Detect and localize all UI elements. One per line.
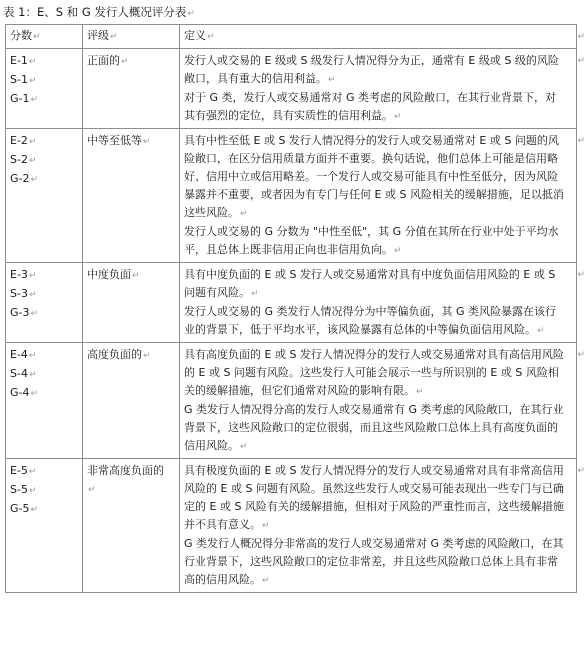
grade-label: 高度负面的 <box>87 348 142 361</box>
grade-label: 正面的 <box>87 54 120 67</box>
score-cell <box>6 49 83 129</box>
header-definition: 定义↵ ↵ <box>180 25 577 49</box>
definition-paragraph: 发行人或交易的 E 级或 S 级发行人情况得分为正，通常有 E 级或 S 级的风险敞口，具有重大的信用利益。↵ <box>184 54 559 85</box>
score-code: G-2↵ <box>10 172 39 185</box>
paragraph-mark-icon: ↵ <box>187 9 195 19</box>
score-cell <box>6 459 83 593</box>
definition-paragraph: 具有高度负面的 E 或 S 发行人情况得分的发行人或交易通常对具有高信用风险的 E 或 S 问题有风险。这些发行人可能会展示一些与所识别的 E 或 S 风险相关的缓解措施，但它们通常对风险的影响有限。↵ <box>184 348 564 397</box>
score-code: E-3↵ <box>10 268 37 281</box>
definition-paragraph: 具有中性至低 E 或 S 发行人情况得分的发行人或交易通常对 E 或 S 问题的风险敞口，在区分信用质量方面并不重要。换句话说，他们总体上可能是信用略好、信用中立或信用略差。一个发行人或交易可能具有中性至低分，因为风险暴露并不重要，或者因为有专门与任何 E 或 S 风险相关的缓解措施，足以抵消这些风险。↵ <box>184 134 564 219</box>
grade-label: 中等至低等 <box>87 134 142 147</box>
score-code: E-1↵ <box>10 54 37 67</box>
row-end-mark-icon: ↵ <box>577 466 585 476</box>
row-end-mark-icon: ↵ <box>577 136 585 146</box>
definition-cell <box>180 49 585 129</box>
row-end-mark-icon: ↵ <box>577 56 585 66</box>
row-end-mark-icon: ↵ <box>577 32 585 42</box>
definition-paragraph: 具有极度负面的 E 或 S 发行人情况得分的发行人或交易通常对具有非常高信用风险的 E 或 S 问题有风险。虽然这些发行人或交易可能表现出一些专门与已确定的 E 或 S 风险有关的缓解措施，但相对于风险的严重性而言，这些缓解措施并不具有意义。↵ <box>184 464 564 531</box>
grade-cell: 中度负面↵ <box>83 263 180 343</box>
table-row <box>6 459 577 593</box>
definition-cell <box>180 343 585 459</box>
score-code: E-2↵ <box>10 134 37 147</box>
score-cell <box>6 343 83 459</box>
definition-cell <box>180 459 585 593</box>
score-code: G-5↵ <box>10 502 39 515</box>
score-code: G-4↵ <box>10 386 39 399</box>
grade-cell: 正面的↵ <box>83 49 180 129</box>
table-caption: 表 1：E、S 和 G 发行人概况评分表↵ <box>3 5 195 19</box>
definition-paragraph: G 类发行人情况得分高的发行人或交易通常有 G 类考虑的风险敞口，在其行业背景下，这些风险敞口的定位很弱，而且这些风险敞口总体上具有高度负面的信用风险。↵ <box>184 403 564 452</box>
score-code: E-4↵ <box>10 348 37 361</box>
table-row <box>6 129 577 263</box>
score-code: S-2↵ <box>10 153 37 166</box>
table-row <box>6 343 577 459</box>
score-code: S-4↵ <box>10 367 37 380</box>
header-score: 分数↵ <box>6 25 83 49</box>
score-code: S-5↵ <box>10 483 37 496</box>
score-cell <box>6 263 83 343</box>
grade-label: 中度负面 <box>87 268 131 281</box>
header-grade: 评级↵ <box>83 25 180 49</box>
table-row <box>6 263 577 343</box>
definition-cell <box>180 263 585 343</box>
row-end-mark-icon: ↵ <box>577 350 585 360</box>
grade-cell: 高度负面的↵ <box>83 343 180 459</box>
definition-paragraph: 发行人或交易的 G 分数为 "中性至低"，其 G 分值在其所在行业中处于平均水平，且总体上既非信用正向也非信用负向。↵ <box>184 225 559 256</box>
score-code: G-1↵ <box>10 92 39 105</box>
definition-paragraph: 具有中度负面的 E 或 S 发行人或交易通常对具有中度负面信用风险的 E 或 S 问题有风险。↵ <box>184 268 556 299</box>
grade-cell: 中等至低等↵ <box>83 129 180 263</box>
grade-cell: 非常高度负面的↵ <box>83 459 180 593</box>
definition-paragraph: 对于 G 类，发行人或交易通常对 G 类考虑的风险敞口，在其行业背景下，对其有强烈的定位，具有实质性的信用利益。↵ <box>184 91 557 122</box>
grade-label: 非常高度负面的 <box>87 464 164 477</box>
definition-cell <box>180 129 585 263</box>
row-end-mark-icon: ↵ <box>577 270 585 280</box>
table-row <box>6 49 577 129</box>
score-code: S-1↵ <box>10 73 37 86</box>
score-cell <box>6 129 83 263</box>
score-code: E-5↵ <box>10 464 37 477</box>
esg-score-table <box>5 24 585 593</box>
header-row <box>6 25 577 49</box>
score-code: S-3↵ <box>10 287 37 300</box>
score-code: G-3↵ <box>10 306 39 319</box>
definition-paragraph: G 类发行人概况得分非常高的发行人或交易通常对 G 类考虑的风险敞口，在其行业背景下，这些风险敞口的定位非常差，并且这些风险敞口总体上具有非常高的信用风险。↵ <box>184 537 564 586</box>
definition-paragraph: 发行人或交易的 G 类发行人情况得分为中等偏负面，其 G 类风险暴露在该行业的背景下，低于平均水平，该风险暴露有总体的中等偏负面信用风险。↵ <box>184 305 557 336</box>
